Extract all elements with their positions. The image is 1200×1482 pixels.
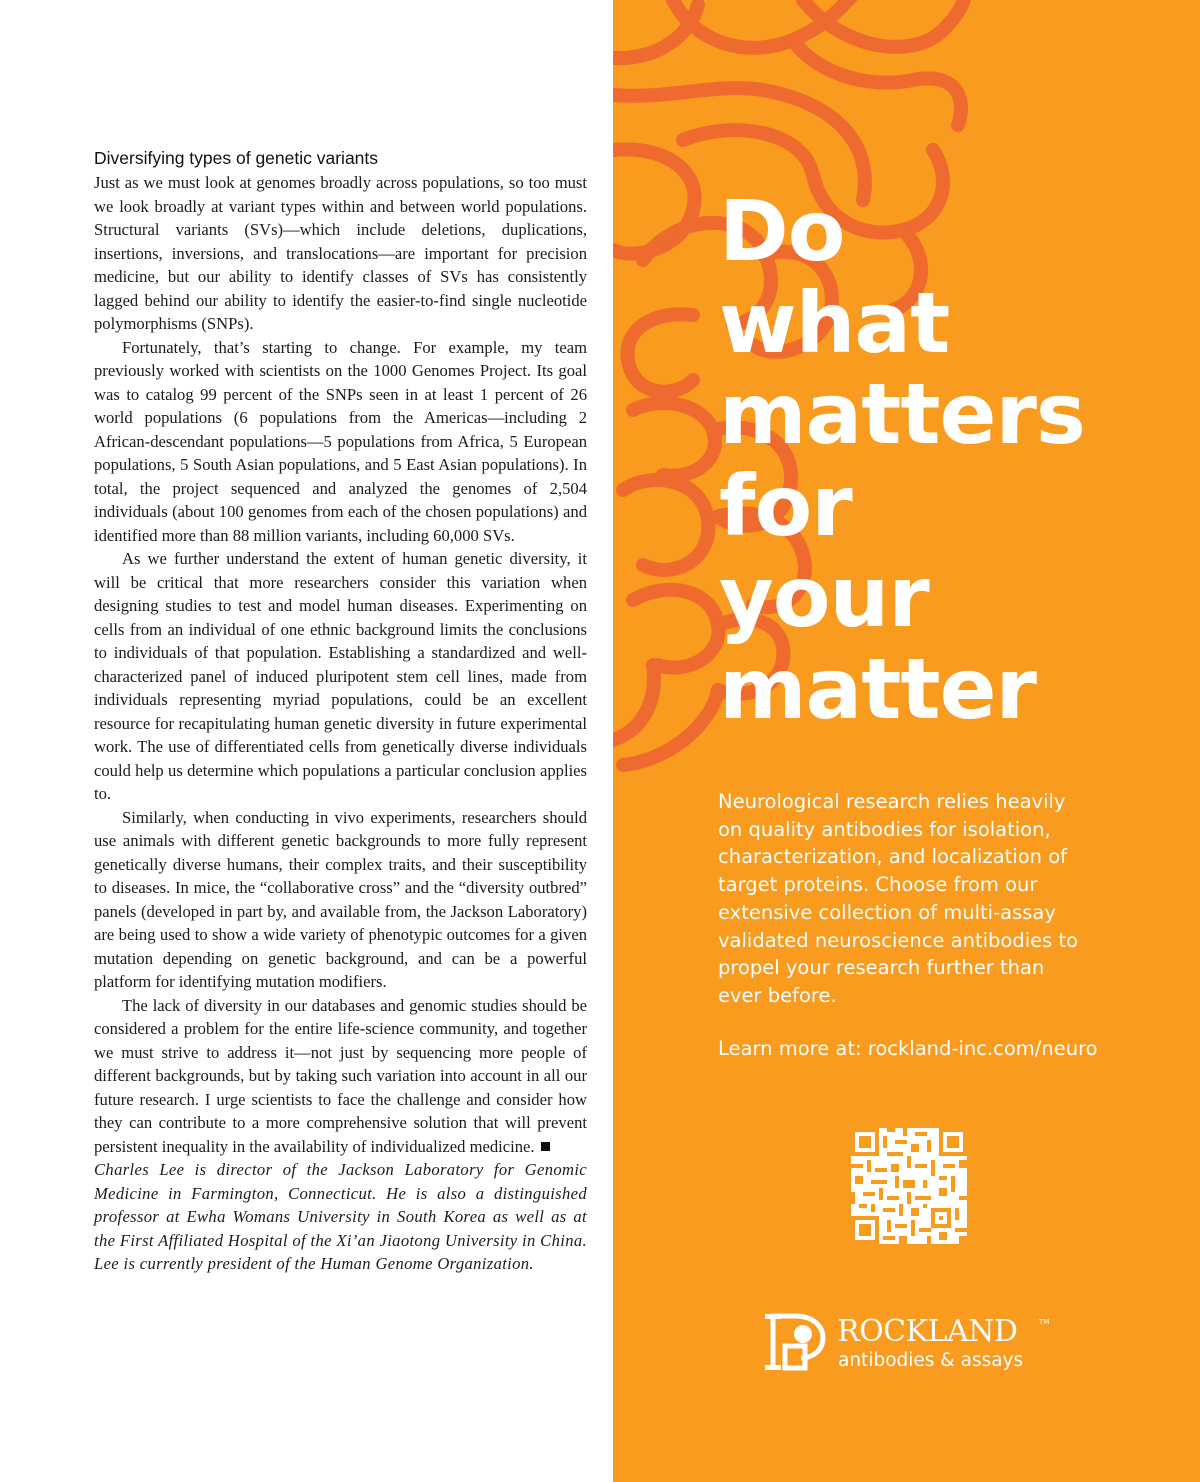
rockland-advertisement bbox=[613, 0, 1200, 1482]
logo-trademark: TM bbox=[1039, 1318, 1050, 1326]
headline-line: for bbox=[719, 456, 852, 555]
headline-line: matter bbox=[719, 639, 1036, 738]
ad-body-text: Neurological research relies heavily on quality antibodies for isolation, characterization, and localization of target proteins. Choose from our extensive collection of multi-assay validated neuroscience antibodies to propel your research further than ever before. bbox=[718, 790, 1079, 1007]
paragraph-3: As we further understand the extent of human genetic diversity, it will be critical that more researchers consider this variation when designing studies to test and model human diseases. Experimenting on cells from an individual of one ethnic background limits the conclusions to individuals of that population. Establishing a standardized and well-characterized panel of induced pluripotent stem cell lines, made from individuals representing myriad populations, could be an excellent resource for recapitulating human genetic diversity in future experimental work. The use of differentiated cells from genetically diverse individuals could help us determine which populations a particular conclusion applies to. bbox=[94, 549, 587, 803]
paragraph-2: Fortunately, that’s starting to change. For example, my team previously worked with scientists on the 1000 Genomes Project. Its goal was to catalog 99 percent of the SNPs seen in at least 1 percent of 26 world populations (6 populations from the Americas—including 2 African-descendant populations—5 populations from Africa, 5 European populations, 5 South Asian populations, and 5 East Asian populations). In total, the project sequenced and analyzed the genomes of 2,504 individuals (about 100 genomes from each of the chosen populations) and identified more than 88 million variants, including 60,000 SVs. bbox=[94, 337, 587, 545]
ad-headline bbox=[719, 182, 1085, 738]
headline-line: matters bbox=[719, 365, 1085, 463]
paragraph-5 bbox=[94, 994, 587, 1159]
paragraph-5-text: The lack of diversity in our databases and genomic studies should be considered a problem for the entire life-science community, and together we must strive to address it—not just by sequencing more people of different backgrounds, but by taking such variation into account in all our future research. I urge scientists to face the challenge and consider how they can contribute to a more comprehensive solution that will prevent persistent inequality in the availability of individualized medicine. bbox=[94, 995, 587, 1156]
headline-line: what bbox=[719, 273, 950, 372]
section-heading: Diversifying types of genetic variants bbox=[94, 148, 379, 168]
paragraph-1: Just as we must look at genomes broadly across populations, so too must we look broadly at variant types within and between world populations. Structural variants (SVs)—which include deletions, duplications, insertions, inversions, and translocations—are important for precision medicine, but our ability to identify classes of SVs has consistently lagged behind our ability to identify the easier-to-find single nucleotide polymorphisms (SNPs). bbox=[94, 173, 587, 333]
article-column bbox=[94, 145, 587, 1276]
end-mark-icon bbox=[541, 1142, 550, 1151]
logo-tagline: antibodies & assays bbox=[838, 1350, 1024, 1371]
qr-code-icon[interactable] bbox=[851, 1128, 967, 1244]
rockland-logo bbox=[765, 1306, 1055, 1376]
learn-more-link[interactable]: Learn more at: rockland-inc.com/neuro bbox=[718, 1037, 1098, 1060]
logo-name: ROCKLAND bbox=[837, 1314, 1018, 1349]
headline-line: your bbox=[719, 548, 929, 646]
rockland-mark-icon bbox=[765, 1310, 827, 1372]
paragraph-4: Similarly, when conducting in vivo experiments, researchers should use animals with different genetic backgrounds to more fully represent genetically diverse humans, their complex traits, and their susceptibility to diseases. In mice, the “collaborative cross” and the “diversity outbred” panels (developed in part by, and available from, the Jackson Laboratory) are being used to show a wide variety of phenotypic outcomes for a given mutation depending on genetic background, and can be a powerful platform for identifying mutation modifiers. bbox=[94, 807, 587, 991]
headline-line: Do bbox=[719, 182, 845, 280]
author-bio: Charles Lee is director of the Jackson Laboratory for Genomic Medicine in Farmington, Connecticut. He is also a distinguished professor at Ewha Womans University in South Korea as well as at the First Affiliated Hospital of the Xi’an Jiaotong University in China. Lee is currently president of the Human Genome Organization. bbox=[94, 1160, 587, 1273]
